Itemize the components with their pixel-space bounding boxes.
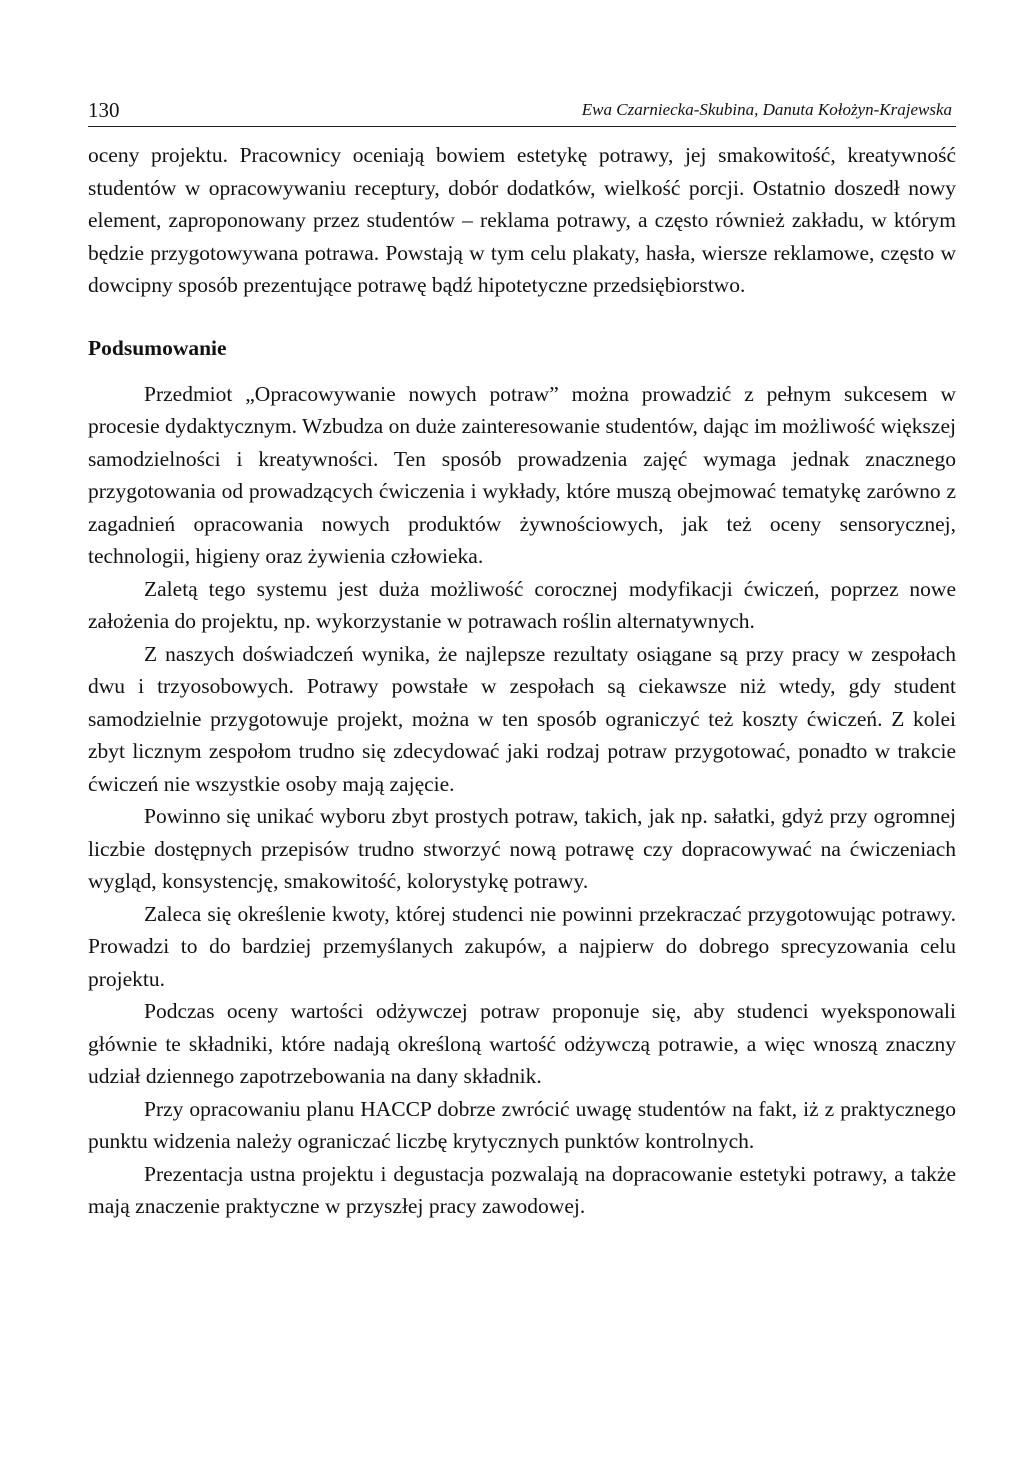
section-heading: Podsumowanie [88, 335, 227, 360]
paragraph-1: Przedmiot „Opracowywanie nowych potraw” można prowadzić z pełnym sukcesem w procesie dydaktycznym. Wzbudza on duże zainteresowanie studentów, dając im możliwość większej samodzielności i kreatywności. Ten sposób prowadzenia zajęć wymaga jednak znacznego przygotowania od prowadzących ćwiczenia i wykłady, które muszą obejmować tematykę zarówno z zagadnień opracowania nowych produktów żywnościowych, jak też oceny sensorycznej, technologii, higieny oraz żywienia człowieka. [88, 381, 956, 568]
running-header [88, 96, 956, 127]
body-text [88, 139, 956, 1223]
paragraph-5: Zaleca się określenie kwoty, której studenci nie powinni przekraczać przygotowując potrawy. Prowadzi to do bardziej przemyślanych zakupów, a najpierw do dobrego sprecyzowania celu projektu. [88, 901, 956, 991]
paragraph-4: Powinno się unikać wyboru zbyt prostych potraw, takich, jak np. sałatki, gdyż przy ogromnej liczbie dostępnych przepisów trudno stworzyć nową potrawę czy dopracowywać na ćwiczeniach wygląd, konsystencję, smakowitość, kolorystykę potrawy. [88, 804, 956, 893]
paragraph-6: Podczas oceny wartości odżywczej potraw proponuje się, aby studenci wyeksponowali głównie te składniki, które nadają określoną wartość odżywczą potrawie, a więc wnoszą znaczny udział dziennego zapotrzebowania na dany składnik. [88, 999, 956, 1088]
page-number: 130 [88, 98, 120, 122]
paragraph-8: Prezentacja ustna projektu i degustacja pozwalają na dopracowanie estetyki potrawy, a także mają znaczenie praktyczne w przyszłej pracy zawodowej. [88, 1161, 956, 1218]
paragraph-3: Z naszych doświadczeń wynika, że najlepsze rezultaty osiągane są przy pracy w zespołach dwu i trzyosobowych. Potrawy powstałe w zespołach są ciekawsze niż wtedy, gdy student samodzielnie przygotowuje projekt, można w ten sposób ograniczyć też koszty ćwiczeń. Z kolei zbyt licznym zespołom trudno się zdecydować jaki rodzaj potraw przygotować, ponadto w trakcie ćwiczeń nie wszystkie osoby mają zajęcie. [88, 641, 956, 796]
running-header-authors: Ewa Czarniecka-Skubina, Danuta Kołożyn-Krajewska [581, 100, 952, 119]
paragraph-7: Przy opracowaniu planu HACCP dobrze zwrócić uwagę studentów na fakt, iż z praktycznego punktu widzenia należy ograniczać liczbę krytycznych punktów kontrolnych. [88, 1096, 956, 1153]
intro-paragraph: oceny projektu. Pracownicy oceniają bowiem estetykę potrawy, jej smakowitość, kreatywność studentów w opracowywaniu receptury, dobór dodatków, wielkość porcji. Ostatnio doszedł nowy element, zaproponowany przez studentów – reklama potrawy, a często również zakładu, w którym będzie przygotowywana potrawa. Powstają w tym celu plakaty, hasła, wiersze reklamowe, często w dowcipny sposób prezentujące potrawę bądź hipotetyczne przedsiębiorstwo. [88, 143, 956, 297]
paragraph-2: Zaletą tego systemu jest duża możliwość corocznej modyfikacji ćwiczeń, poprzez nowe założenia do projektu, np. wykorzystanie w potrawach roślin alternatywnych. [88, 576, 956, 633]
document-page [88, 96, 956, 1223]
